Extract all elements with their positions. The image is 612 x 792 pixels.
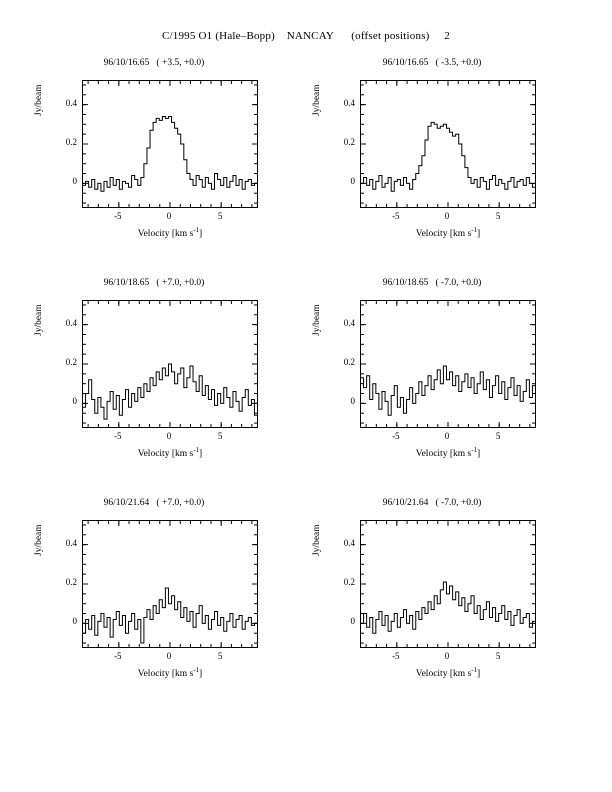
- page-title: C/1995 O1 (Hale–Bopp) NANCAY (offset positions) 2: [161, 30, 450, 42]
- spectrum-line: [361, 582, 535, 633]
- x-tick-label: -5: [114, 211, 122, 221]
- y-tick-label: 0.4: [343, 97, 355, 108]
- panel-5: [308, 498, 556, 713]
- y-tick-label: 0.4: [65, 97, 77, 108]
- spectrum-line: [361, 366, 535, 415]
- x-axis-label: Velocity [km $s^{-1}$]: [137, 446, 203, 460]
- x-axis-label: Velocity [km $s^{-1}$]: [415, 666, 481, 680]
- y-tick-label: 0: [350, 396, 355, 407]
- y-axis-label: Jy/beam: [312, 84, 322, 116]
- x-tick-label: 5: [495, 431, 501, 441]
- y-tick-label: 0.2: [343, 357, 355, 367]
- y-tick-label: 0: [72, 176, 77, 187]
- x-tick-label: 0: [166, 431, 172, 441]
- panel-1: [308, 58, 556, 273]
- plot-area: [360, 520, 536, 648]
- spectrum-svg: [83, 521, 257, 647]
- panel-title: 96/10/21.64 ( +7.0, +0.0): [103, 498, 205, 508]
- panel-3: [308, 278, 556, 493]
- spectrum-line: [83, 116, 257, 191]
- y-tick-label: 0.2: [65, 357, 77, 367]
- x-tick-label: 0: [444, 431, 450, 441]
- panel-0: [30, 58, 278, 273]
- x-tick-label: 5: [217, 211, 223, 221]
- x-tick-label: 0: [444, 211, 450, 221]
- plot-area: [82, 300, 258, 428]
- panel-2: [30, 278, 278, 493]
- x-tick-label: -5: [114, 431, 122, 441]
- x-tick-label: 0: [166, 211, 172, 221]
- y-tick-label: 0.4: [65, 537, 77, 548]
- x-tick-label: -5: [392, 431, 400, 441]
- plot-area: [82, 80, 258, 208]
- y-tick-label: 0: [350, 176, 355, 187]
- plot-area: [360, 300, 536, 428]
- x-axis-label: Velocity [km $s^{-1}$]: [415, 226, 481, 240]
- panel-title: 96/10/18.65 ( +7.0, +0.0): [103, 278, 205, 288]
- x-axis-label: Velocity [km $s^{-1}$]: [415, 446, 481, 460]
- y-axis-label: Jy/beam: [34, 304, 44, 336]
- y-tick-label: 0.2: [65, 577, 77, 587]
- x-tick-label: 5: [495, 211, 501, 221]
- x-tick-label: 5: [217, 651, 223, 661]
- plot-area: [82, 520, 258, 648]
- x-tick-label: -5: [114, 651, 122, 661]
- y-axis-label: Jy/beam: [312, 304, 322, 336]
- panel-title: 96/10/21.64 ( -7.0, +0.0): [382, 498, 482, 508]
- y-tick-label: 0: [72, 616, 77, 627]
- spectrum-svg: [83, 81, 257, 207]
- plot-area: [360, 80, 536, 208]
- spectrum-svg: [361, 301, 535, 427]
- y-tick-label: 0: [350, 616, 355, 627]
- panel-title: 96/10/18.65 ( -7.0, +0.0): [382, 278, 482, 288]
- spectrum-svg: [361, 521, 535, 647]
- x-tick-label: -5: [392, 651, 400, 661]
- panel-title: 96/10/16.65 ( -3.5, +0.0): [382, 58, 482, 68]
- panel-4: [30, 498, 278, 713]
- spectrum-svg: [83, 301, 257, 427]
- x-axis-label: Velocity [km $s^{-1}$]: [137, 226, 203, 240]
- spectrum-line: [361, 122, 535, 191]
- y-tick-label: 0.4: [65, 317, 77, 328]
- spectrum-line: [83, 364, 257, 419]
- y-tick-label: 0.2: [343, 137, 355, 147]
- x-tick-label: 0: [444, 651, 450, 661]
- x-tick-label: -5: [392, 211, 400, 221]
- x-tick-label: 0: [166, 651, 172, 661]
- x-axis-label: Velocity [km $s^{-1}$]: [137, 666, 203, 680]
- y-axis-label: Jy/beam: [34, 84, 44, 116]
- x-tick-label: 5: [495, 651, 501, 661]
- panel-title: 96/10/16.65 ( +3.5, +0.0): [103, 58, 205, 68]
- y-tick-label: 0.4: [343, 537, 355, 548]
- y-axis-label: Jy/beam: [312, 524, 322, 556]
- y-tick-label: 0: [72, 396, 77, 407]
- y-tick-label: 0.2: [343, 577, 355, 587]
- y-tick-label: 0.2: [65, 137, 77, 147]
- y-axis-label: Jy/beam: [34, 524, 44, 556]
- spectrum-svg: [361, 81, 535, 207]
- spectrum-line: [83, 588, 257, 643]
- x-tick-label: 5: [217, 431, 223, 441]
- y-tick-label: 0.4: [343, 317, 355, 328]
